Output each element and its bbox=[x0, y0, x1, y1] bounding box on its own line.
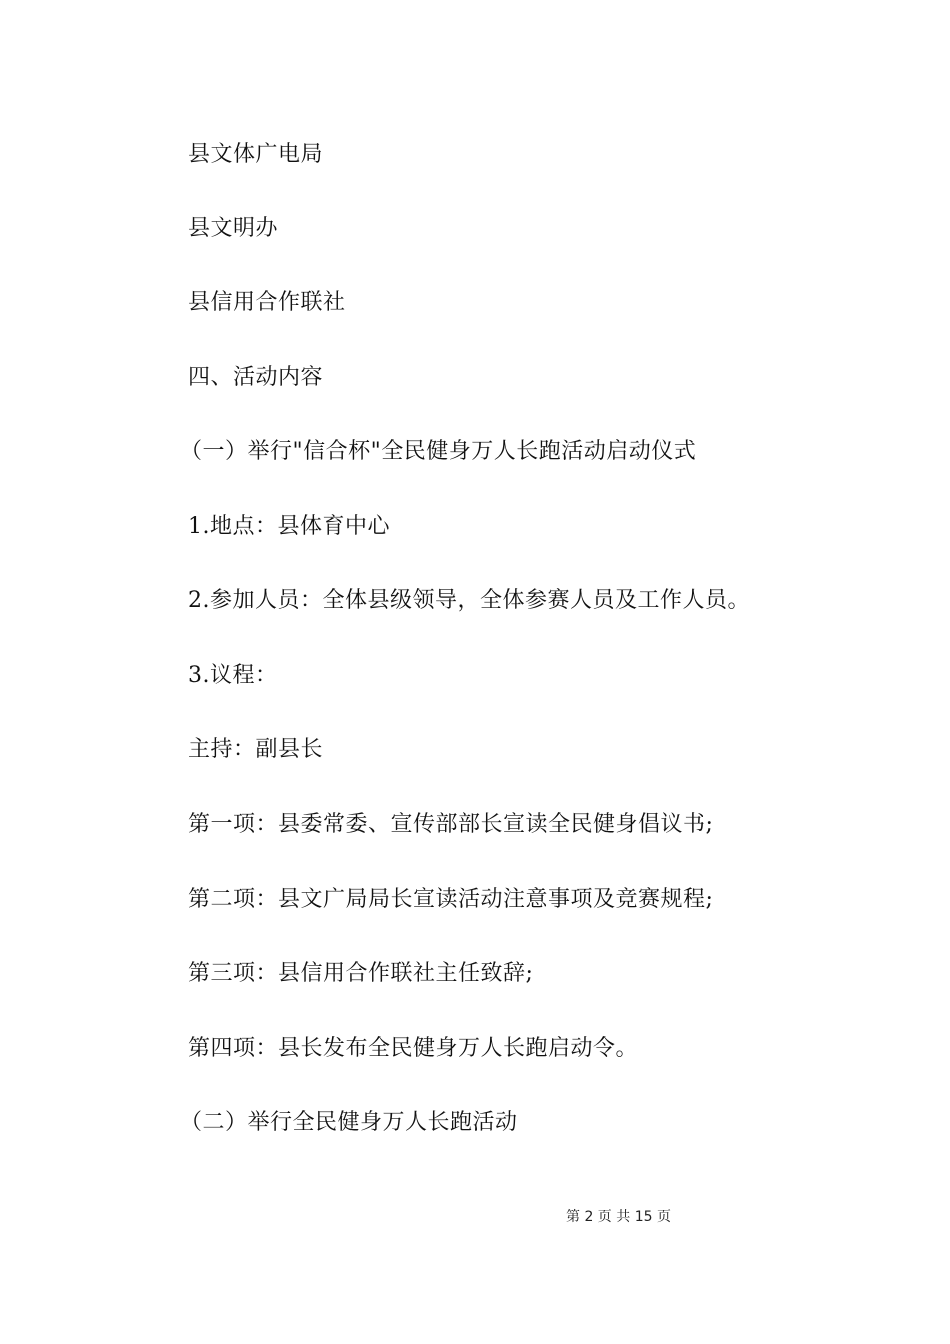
page-number-footer: 第 2 页 共 15 页 bbox=[566, 1209, 671, 1225]
item-agenda: 3.议程： bbox=[188, 663, 278, 688]
org-line-credit-union: 县信用合作联社 bbox=[188, 290, 346, 315]
agenda-item-2: 第二项：县文广局局长宣读活动注意事项及竞赛规程; bbox=[188, 887, 714, 912]
agenda-host: 主持：副县长 bbox=[188, 737, 324, 762]
org-line-civilization-office: 县文明办 bbox=[188, 216, 279, 241]
subsection-heading-long-run: （二）举行全民健身万人长跑活动 bbox=[180, 1110, 518, 1135]
agenda-item-3: 第三项：县信用合作联社主任致辞; bbox=[188, 961, 534, 986]
item-participants: 2.参加人员：全体县级领导，全体参赛人员及工作人员。 bbox=[188, 588, 750, 613]
org-line-culture-bureau: 县文体广电局 bbox=[188, 142, 324, 167]
item-location: 1.地点：县体育中心 bbox=[188, 514, 390, 539]
section-heading-activity-content: 四、活动内容 bbox=[188, 365, 324, 390]
subsection-heading-launch-ceremony: （一）举行"信合杯"全民健身万人长跑活动启动仪式 bbox=[180, 439, 697, 464]
agenda-item-4: 第四项：县长发布全民健身万人长跑启动令。 bbox=[188, 1036, 639, 1061]
agenda-item-1: 第一项：县委常委、宣传部部长宣读全民健身倡议书; bbox=[188, 812, 714, 837]
